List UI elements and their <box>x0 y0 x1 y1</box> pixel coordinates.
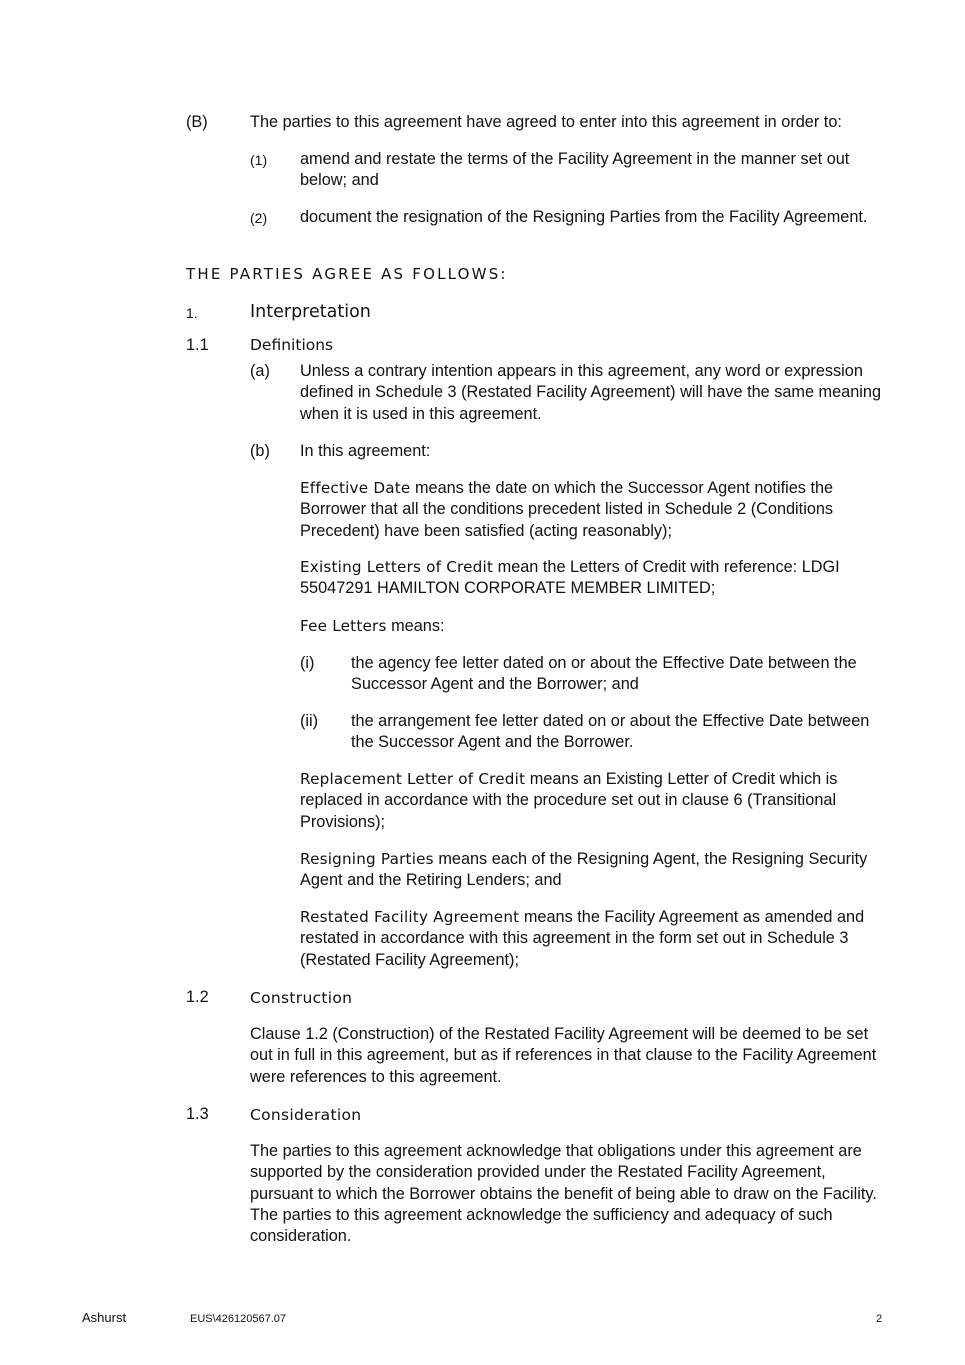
sub-item-number: (i) <box>300 654 315 672</box>
definition <box>300 557 860 600</box>
footer-reference: EUS\426120567.07 <box>190 1313 287 1325</box>
clause-number: 1.3 <box>186 1105 209 1123</box>
definition <box>300 478 860 542</box>
paragraph-number: (b) <box>250 442 270 460</box>
defined-term: Effective Date <box>300 479 411 497</box>
sub-item-text: the arrangement fee letter dated on or about the Effective Date between the Successor Agent and the Borrower. <box>351 712 870 752</box>
definition-text: means each of the Resigning Agent, the Resigning Security Agent and the Retiring Lenders; and <box>300 850 868 890</box>
clause-text: Clause 1.2 (Construction) of the Restated Facility Agreement will be deemed to be set out in full in this agreement, but as if references in that clause to the Facility Agreement were references to this agreement. <box>250 1025 877 1086</box>
sub-item-text: the agency fee letter dated on or about the Effective Date between the Successor Agent and the Borrower; and <box>351 654 857 694</box>
clause-title: Construction <box>250 989 353 1007</box>
definition-text: means an Existing Letter of Credit which is replaced in accordance with the procedure set out in clause 6 (Transitional Provisions); <box>300 770 838 831</box>
recital-item-text: amend and restate the terms of the Facility Agreement in the manner set out below; and <box>300 150 850 190</box>
definition-text: means the Facility Agreement as amended and restated in accordance with this agreement in the form set out in Schedule 3 (Restated Facility Agreement); <box>300 908 865 969</box>
section-title: Interpretation <box>250 302 371 322</box>
clause-number: 1.2 <box>186 988 209 1006</box>
definition-text: means the date on which the Successor Agent notifies the Borrower that all the conditions precedent listed in Schedule 2 (Conditions Precedent) have been satisfied (acting reasonably); <box>300 479 834 540</box>
definition <box>300 907 870 971</box>
defined-term: Fee Letters <box>300 617 387 635</box>
definition <box>300 616 860 637</box>
defined-term: Replacement Letter of Credit <box>300 770 526 788</box>
definition <box>300 849 885 892</box>
clause-number: 1.1 <box>186 336 209 354</box>
clause-title: Consideration <box>250 1106 362 1124</box>
defined-term: Resigning Parties <box>300 850 434 868</box>
paragraph-text: Unless a contrary intention appears in this agreement, any word or expression defined in Schedule 3 (Restated Facility Agreement) will have the same meaning when it is used in this agreement. <box>300 362 882 423</box>
defined-term: Restated Facility Agreement <box>300 908 520 926</box>
recital-item-number: (2) <box>250 210 268 226</box>
section-number: 1. <box>186 305 198 321</box>
defined-term: Existing Letters of Credit <box>300 558 494 576</box>
agree-heading: THE PARTIES AGREE AS FOLLOWS: <box>186 265 508 283</box>
recital-b-number: (B) <box>186 113 208 131</box>
definition-text: mean the Letters of Credit with reference: LDGI 55047291 HAMILTON CORPORATE MEMBER LIMITED; <box>300 558 840 598</box>
footer-firm: Ashurst <box>82 1310 127 1325</box>
clause-title: Definitions <box>250 336 334 354</box>
clause-text: The parties to this agreement acknowledge that obligations under this agreement are supported by the consideration provided under the Restated Facility Agreement, pursuant to which the Borrower obtains the benefit of being able to draw on the Facility. The parties to this agreement acknowledge the sufficiency and adequacy of such consideration. <box>250 1142 877 1246</box>
recital-b-text: The parties to this agreement have agreed to enter into this agreement in order to: <box>250 113 842 131</box>
recital-item-number: (1) <box>250 152 268 168</box>
sub-item-number: (ii) <box>300 712 319 730</box>
definition-text: means: <box>386 617 445 635</box>
definition <box>300 769 845 833</box>
page-number: 2 <box>876 1313 883 1325</box>
paragraph-number: (a) <box>250 362 270 380</box>
recital-item-text: document the resignation of the Resigning Parties from the Facility Agreement. <box>300 208 868 226</box>
paragraph-text: In this agreement: <box>300 442 431 460</box>
